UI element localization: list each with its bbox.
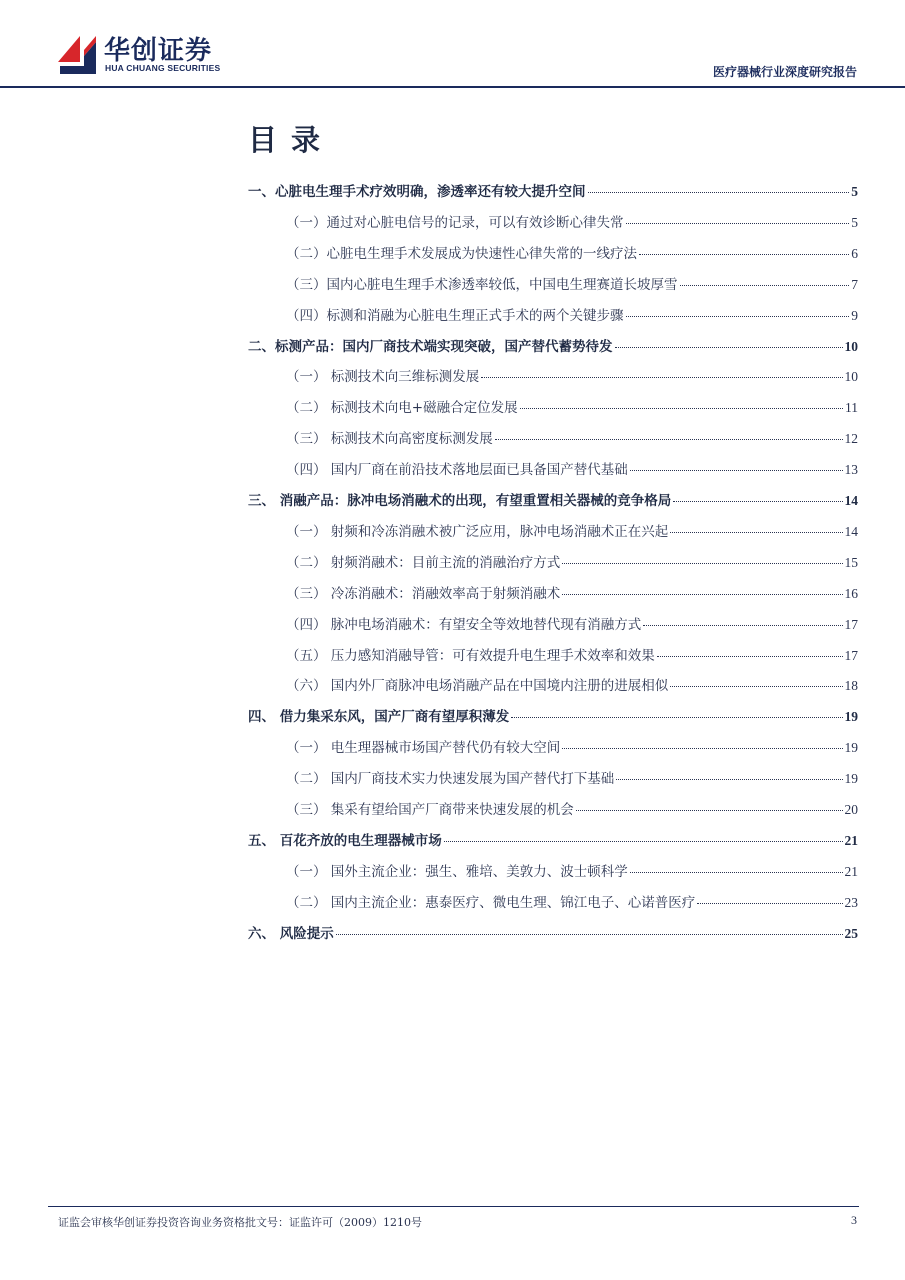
toc-dot-leader	[615, 347, 843, 348]
toc-section-entry[interactable]	[248, 458, 858, 482]
toc-entry-label: （二） 国内厂商技术实力快速发展为国产替代打下基础	[286, 771, 615, 788]
toc-section-entry[interactable]	[248, 365, 858, 389]
toc-section-entry[interactable]	[248, 613, 858, 637]
toc-entry-page: 5	[851, 184, 858, 199]
toc-entry-page: 10	[844, 338, 858, 354]
toc-section-entry[interactable]	[248, 242, 858, 266]
toc-entry-label: （四） 国内厂商在前沿技术落地层面已具备国产替代基础	[286, 462, 628, 479]
toc-section-entry[interactable]	[248, 520, 858, 544]
toc-entry-label: （四）标测和消融为心脏电生理正式手术的两个关键步骤	[286, 307, 624, 324]
logo-chinese-text: 华创证券	[104, 36, 213, 66]
toc-entry-page: 17	[844, 616, 858, 632]
toc-dot-leader	[336, 934, 843, 935]
toc-dot-leader	[630, 872, 843, 873]
toc-entry-label: （一） 标测技术向三维标测发展	[286, 369, 480, 386]
toc-section-entry[interactable]	[248, 211, 858, 235]
toc-dot-leader	[588, 192, 850, 193]
toc-dot-leader	[616, 779, 842, 780]
toc-entry-label: 五、 百花齐放的电生理器械市场	[248, 832, 442, 849]
toc-dot-leader	[511, 717, 842, 718]
toc-chapter-entry[interactable]	[248, 829, 858, 853]
toc-dot-leader	[673, 501, 842, 502]
logo-mark-icon	[58, 32, 98, 74]
toc-entry-label: 一、心脏电生理手术疗效明确，渗透率还有较大提升空间	[248, 184, 586, 200]
toc-entry-page: 13	[844, 462, 858, 478]
logo-english-text: HUA CHUANG SECURITIES	[105, 63, 221, 73]
toc-dot-leader	[444, 841, 843, 842]
toc-entry-page: 11	[845, 400, 858, 416]
toc-chapter-entry[interactable]	[248, 705, 858, 729]
toc-entry-label: （三）国内心脏电生理手术渗透率较低，中国电生理赛道长坡厚雪	[286, 276, 678, 293]
toc-entry-label: 二、标测产品：国内厂商技术端实现突破，国产替代蓄势待发	[248, 338, 613, 355]
toc-entry-page: 5	[851, 214, 858, 230]
toc-section-entry[interactable]	[248, 644, 858, 668]
toc-section-entry[interactable]	[248, 798, 858, 822]
toc-entry-page: 14	[844, 523, 858, 539]
toc-dot-leader	[626, 316, 850, 317]
toc-dot-leader	[520, 408, 843, 409]
toc-entry-label: （三） 集采有望给国产厂商带来快速发展的机会	[286, 802, 574, 818]
toc-chapter-entry[interactable]	[248, 335, 858, 359]
toc-entry-page: 25	[844, 925, 858, 941]
toc-entry-label: （四） 脉冲电场消融术：有望安全等效地替代现有消融方式	[286, 616, 642, 633]
toc-entry-page: 20	[844, 802, 858, 817]
toc-dot-leader	[562, 563, 842, 564]
toc-dot-leader	[481, 377, 842, 378]
toc-entry-label: 六、 风险提示	[248, 925, 334, 942]
toc-section-entry[interactable]	[248, 427, 858, 451]
toc-entry-page: 19	[844, 771, 858, 787]
toc-section-entry[interactable]	[248, 674, 858, 698]
toc-section-entry[interactable]	[248, 304, 858, 328]
company-logo	[58, 30, 248, 78]
toc-entry-label: （二）心脏电生理手术发展成为快速性心律失常的一线疗法	[286, 245, 637, 262]
toc-dot-leader	[495, 439, 843, 440]
toc-section-entry[interactable]	[248, 273, 858, 297]
toc-section-entry[interactable]	[248, 860, 858, 884]
toc-dot-leader	[576, 810, 843, 811]
toc-entry-label: （一） 国外主流企业：强生、雅培、美敦力、波士顿科学	[286, 863, 628, 880]
toc-entry-page: 17	[844, 647, 858, 663]
toc-dot-leader	[562, 748, 842, 749]
toc-entry-label: （二） 国内主流企业：惠泰医疗、微电生理、锦江电子、心诺普医疗	[286, 894, 696, 911]
toc-dot-leader	[562, 594, 842, 595]
toc-dot-leader	[670, 686, 842, 687]
toc-dot-leader	[630, 470, 843, 471]
toc-entry-label: （五） 压力感知消融导管：可有效提升电生理手术效率和效果	[286, 647, 655, 664]
toc-entry-label: （三） 冷冻消融术：消融效率高于射频消融术	[286, 585, 561, 602]
toc-entry-page: 9	[851, 307, 858, 323]
report-title: 医疗器械行业深度研究报告	[712, 65, 857, 79]
toc-entry-label: （一）通过对心脏电信号的记录，可以有效诊断心律失常	[286, 214, 624, 231]
toc-entry-label: （二） 标测技术向电+磁融合定位发展	[286, 400, 518, 417]
toc-entry-page: 19	[844, 709, 858, 725]
page-header	[0, 0, 905, 92]
toc-entry-page: 23	[844, 894, 858, 910]
toc-dot-leader	[643, 625, 842, 626]
toc-entry-page: 6	[851, 245, 858, 261]
toc-entry-page: 18	[844, 678, 858, 694]
toc-dot-leader	[639, 254, 849, 255]
toc-entry-label: （一） 射频和冷冻消融术被广泛应用，脉冲电场消融术正在兴起	[286, 523, 669, 540]
toc-section-entry[interactable]	[248, 767, 858, 791]
toc-entry-label: （六） 国内外厂商脉冲电场消融产品在中国境内注册的进展相似	[286, 678, 669, 695]
toc-chapter-entry[interactable]	[248, 922, 858, 946]
toc-dot-leader	[657, 656, 843, 657]
toc-entry-page: 21	[844, 832, 858, 848]
toc-entry-label: 三、 消融产品：脉冲电场消融术的出现，有望重置相关器械的竞争格局	[248, 493, 672, 509]
toc-entry-page: 14	[844, 493, 858, 508]
toc-section-entry[interactable]	[248, 551, 858, 575]
toc-title: 目录	[248, 123, 335, 157]
footer-license-note: 证监会审核华创证券投资咨询业务资格批文号：证监许可（2009）1210号	[58, 1216, 422, 1229]
toc-entry-page: 10	[844, 369, 858, 385]
toc-section-entry[interactable]	[248, 396, 858, 420]
toc-chapter-entry[interactable]	[248, 180, 858, 204]
toc-entry-page: 12	[844, 431, 858, 447]
footer-divider	[48, 1206, 859, 1207]
page-number: 3	[851, 1213, 857, 1227]
toc-entry-page: 7	[851, 276, 858, 292]
toc-entry-label: （二） 射频消融术：目前主流的消融治疗方式	[286, 554, 561, 571]
toc-entry-label: （一） 电生理器械市场国产替代仍有较大空间	[286, 740, 561, 757]
toc-section-entry[interactable]	[248, 891, 858, 915]
toc-dot-leader	[680, 285, 850, 286]
toc-entry-page: 16	[844, 585, 858, 601]
toc-entry-label: 四、 借力集采东风，国产厂商有望厚积薄发	[248, 709, 510, 726]
toc-dot-leader	[697, 903, 842, 904]
toc-entry-page: 15	[844, 554, 858, 570]
toc-chapter-entry[interactable]	[248, 489, 858, 513]
header-divider	[0, 86, 905, 88]
toc-section-entry[interactable]	[248, 582, 858, 606]
toc-entry-label: （三） 标测技术向高密度标测发展	[286, 431, 493, 448]
toc-entry-page: 21	[844, 863, 858, 879]
toc-entry-page: 19	[844, 740, 858, 756]
toc-section-entry[interactable]	[248, 736, 858, 760]
toc-dot-leader	[670, 532, 842, 533]
toc-dot-leader	[626, 223, 850, 224]
